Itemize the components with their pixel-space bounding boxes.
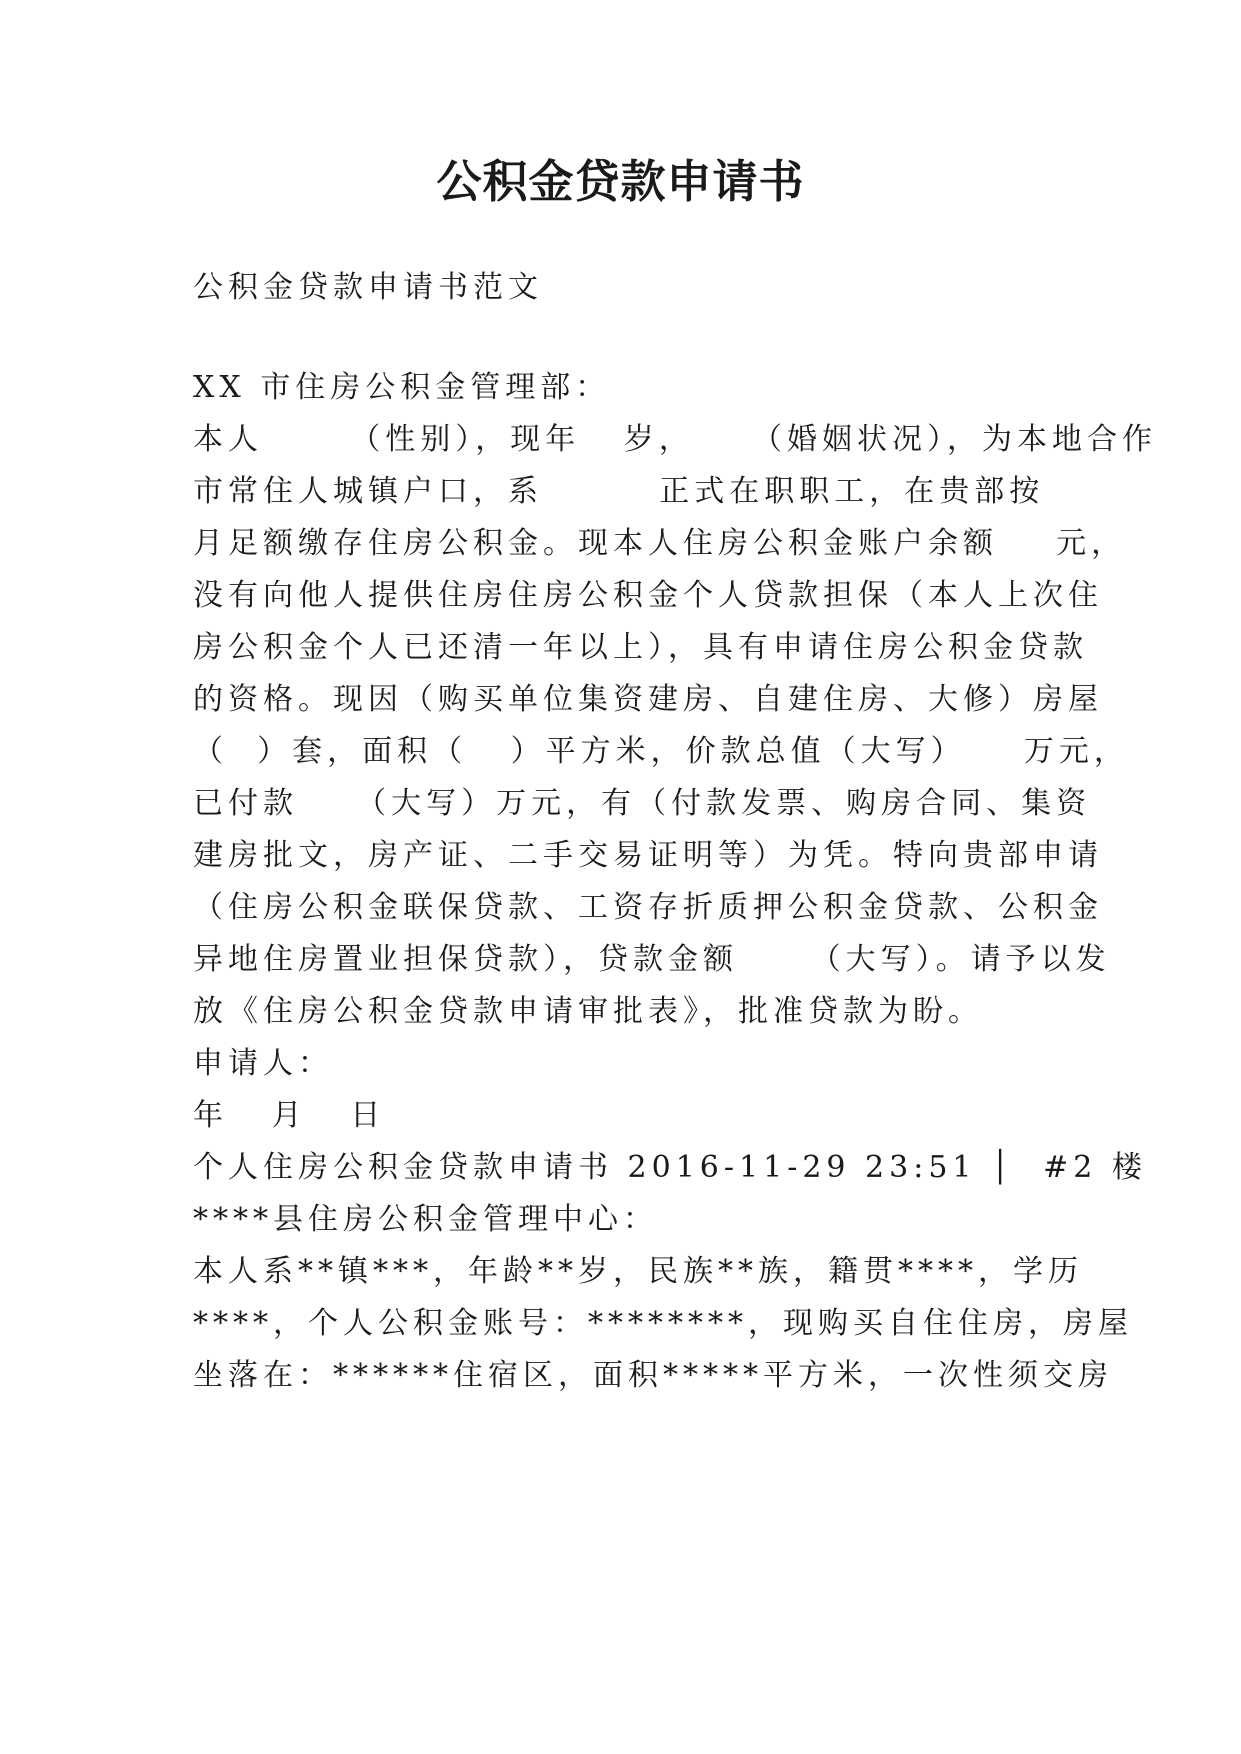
second-body-line: 本人系**镇***，年龄**岁，民族**族，籍贯****，学历 xyxy=(193,1254,1083,1289)
body-line: 异地住房置业担保贷款），贷款金额 （大写）。请予以发 xyxy=(193,942,1111,977)
applicant-label: 申请人： xyxy=(193,1046,333,1081)
date-line: 年 月 日 xyxy=(193,1098,386,1133)
second-body-line: 坐落在：******住宿区，面积*****平方米，一次性须交房 xyxy=(193,1358,1113,1393)
body-line: 的资格。现因（购买单位集资建房、自建住房、大修）房屋 xyxy=(193,682,1103,717)
document-title: 公积金贷款申请书 xyxy=(436,155,805,208)
second-addressee: ****县住房公积金管理中心： xyxy=(193,1202,658,1237)
body-line: （ ）套，面积（ ）平方米，价款总值（大写） 万元， xyxy=(193,734,1129,769)
body-line: 房公积金个人已还清一年以上），具有申请住房公积金贷款 xyxy=(193,630,1088,665)
body-line: 已付款 （大写）万元，有（付款发票、购房合同、集资 xyxy=(193,786,1092,821)
body-line: 建房批文，房产证、二手交易证明等）为凭。特向贵部申请 xyxy=(193,838,1103,873)
body-line: 月足额缴存住房公积金。现本人住房公积金账户余额 元， xyxy=(193,526,1127,561)
body-line: （住房公积金联保贷款、工资存折质押公积金贷款、公积金 xyxy=(193,890,1103,925)
body-line: 没有向他人提供住房住房公积金个人贷款担保（本人上次住 xyxy=(193,578,1103,613)
second-body-line: ****，个人公积金账号：********，现购买自住住房，房屋 xyxy=(193,1306,1133,1341)
addressee: XX 市住房公积金管理部： xyxy=(193,370,611,405)
body-line: 放《住房公积金贷款申请审批表》，批准贷款为盼。 xyxy=(193,994,983,1029)
body-line: 本人 （性别），现年 岁， （婚姻状况），为本地合作 xyxy=(193,422,1157,457)
body-line: 市常住人城镇户口，系 正式在职职工，在贵部按 xyxy=(193,474,1045,509)
post-header: 个人住房公积金贷款申请书 2016-11-29 23:51 │ #2 楼 xyxy=(193,1150,1147,1185)
document-subtitle: 公积金贷款申请书范文 xyxy=(193,270,543,305)
